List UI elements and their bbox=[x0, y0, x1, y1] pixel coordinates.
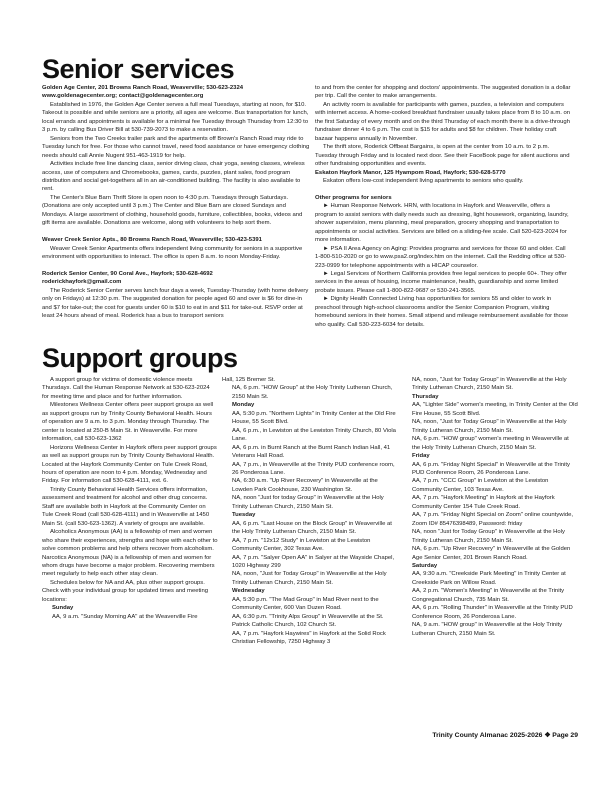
page-footer: Trinity County Almanac 2025-2026 ❖ Page 29 bbox=[432, 732, 578, 739]
paragraph: The thrift store, Roderick Offbeat Bargains, is open at the center from 10 a.m. to 2 p.m. Tuesday through Friday and is located next door. See their FaceBook page for silent auctions and other fundraising opportunities and events. bbox=[315, 144, 570, 168]
meeting-entry: NA, 6 p.m. "HOW Group" at the Holy Trinity Lutheran Church, 2150 Main St. bbox=[232, 385, 393, 400]
listing-heading: Golden Age Center, 201 Browns Ranch Road, Weaverville; 530-623-2324 bbox=[42, 85, 244, 91]
paragraph: AA, 9 a.m. "Sunday Morning AA" at the Weaverville Fire bbox=[52, 613, 198, 620]
meeting-entry: AA, 6 p.m. "Friday Night Special" in Weaverville at the Trinity PUD Conference Room, 26 Ponderosa Lane. bbox=[412, 461, 570, 476]
meeting-entry: NA, 6 p.m. "HOW group" women's meeting in Weaverville at the Holy Trinity Lutheran Church, 2150 Main St. bbox=[412, 436, 569, 451]
meeting-entry: Hall, 125 Bremer St. bbox=[222, 377, 276, 383]
meeting-entry: AA, 7 p.m. "Hayfork Haywires" in Hayfork at the Solid Rock Christian Fellowship, 7250 Highway 3 bbox=[232, 630, 386, 646]
meeting-entry: AA, 7 p.m., in Weaverville at the Trinity PUD conference room, 26 Ponderosa Lane. bbox=[232, 461, 395, 476]
meeting-entry: NA, noon, "Just for Today Group" in Weaverville at the Holy Trinity Lutheran Church, 2150 Main St. bbox=[232, 571, 387, 586]
meeting-entry: NA, noon, "Just for Today Group" in Weaverville at the Holy Trinity Lutheran Church, 2150 Main St. bbox=[412, 419, 567, 434]
senior-services-column-2 bbox=[315, 84, 571, 329]
meeting-entry: NA, noon "Just for today Group" in Weaverville at the Holy Trinity Lutheran Church, 2150 Main St. bbox=[232, 495, 384, 510]
paragraph: Schedules below for NA and AA, plus other support groups. Check with your individual group for updated times and meeting locations: bbox=[42, 579, 209, 603]
paragraph: Seniors from the Two Creeks trailer park and the apartments off Brown's Ranch Road may ride to Tuesday lunch for free. For those who cannot travel, need food assistance or have emergency clothing needs should call Annie Nugent 951-463-1919 for help. bbox=[42, 135, 310, 159]
paragraph: ► Legal Services of Northern California provides free legal services to people 60+. They offer services in the areas of housing, income maintenance, health, guardianship and some limited probate issues. Please call 1-800-822-9687 or 530-241-3565. bbox=[315, 270, 567, 294]
day-heading: Saturday bbox=[412, 562, 438, 569]
meeting-entry: AA, 6 p.m. "Last House on the Block Group" in Weaverville at the Holy Trinity Lutheran Church, 2150 Main St. bbox=[232, 520, 392, 536]
meeting-entry: NA, 6 p.m. "Up River Recovery" in Weaverville at the Golden Age Senior Center, 201 Brown Ranch Road. bbox=[412, 546, 571, 561]
meeting-entry: AA, 6 p.m., in Lewiston at the Lewiston Trinity Church, 80 Viola Lane. bbox=[232, 427, 396, 443]
meeting-entry: AA, 7 p.m. "12x12 Study" in Lewiston at the Lewiston Community Center, 302 Texas Ave. bbox=[232, 537, 371, 553]
paragraph: Horizons Wellness Center in Hayfork offers peer support groups as well as support groups run by Trinity County Behavioral Health. Located at the Hayfork Community Center on Tule Creek Road, hours of operation are noon to 4 p.m. Monday, Wednesday and Friday. For information call 530-628-4111, ext. 6. bbox=[42, 444, 217, 485]
meeting-entry: AA, "Lighter Side" women's meeting, in Trinity Center at the Old Fire House, 55 Scott Blvd. bbox=[412, 402, 578, 417]
paragraph: A support group for victims of domestic violence meets Thursdays. Call the Human Response Network at 530-623-2024 for meeting time and place and for further information. bbox=[42, 377, 210, 400]
paragraph: An activity room is available for participants with games, puzzles, a television and computers with internet access. A home-cooked breakfast fundraiser usually takes place from 8 to 10 a.m. on the first Saturday of every month and on the third Thursday of each month there is a drive-through fundraiser dinner 4 to 6 p.m. The cost is $15 for adults and $8 for children. Their holiday craft bazaar happens annually in November. bbox=[315, 101, 571, 142]
paragraph: to and from the center for shopping and doctors' appointments. The suggested donation is a dollar per trip. Call the center to make arrangements. bbox=[315, 85, 571, 100]
paragraph: The Center's Blue Barn Thrift Store is open noon to 4:30 p.m. Tuesdays through Saturdays. (Donations are only accepted until 3 p.m.) The Center and Blue Barn are closed Sundays and Mondays. A large assortment of clothing, household goods, furniture, collectibles, books, videos and gift items are available. Donations are welcome, along with volunteers to help sort them. bbox=[42, 194, 303, 227]
day-heading: Tuesday bbox=[232, 512, 256, 519]
paragraph: Trinity County Behavioral Health Services offers information, assessment and treatment for alcohol and other drug concerns. Staff are available both in Hayfork at the Community Center on Tule Creek Road (call 530-628-4111) and in Weaverville at 1450 Main St. (call 530-623-1362). A variety of groups are available. bbox=[42, 486, 210, 527]
day-heading: Friday bbox=[412, 453, 430, 460]
meeting-entry: AA, 5:30 p.m. "Northern Lights" in Trinity Center at the Old Fire House, 55 Scott Blvd. bbox=[232, 410, 396, 426]
paragraph: ► Dignity Health Connected Living has opportunities for seniors 55 and older to work in preschool through high-school classrooms and/or the Senior Companion Program, visiting homebound seniors in their homes. Small stipend and mileage reimbursement available for those who qualify. Call 530-223-6034 for details. bbox=[315, 296, 569, 328]
paragraph: ► Human Response Network. HRN, with locations in Hayfork and Weaverville, offers a program to assist seniors with daily needs such as dressing, light housework, organizing, laundry, shower supervision, menu planning, meal preparation, grocery shopping and transportation to appointments or social activities. Services are billed on a sliding-fee scale. Call 520-623-2024 for more information. bbox=[315, 203, 569, 244]
paragraph: Activities include free line dancing class, senior driving class, chair yoga, sewing classes, wireless access, use of computers and Chromebooks, games, cards, puzzles, plant sales, food program distribution and social get-togethers all in an air-conditioned building. The facility is also available to rent. bbox=[42, 161, 305, 193]
paragraph: The Roderick Senior Center serves lunch four days a week, Tuesday-Thursday (with home delivery only on Fridays) at 12:30 p.m. The suggested donation for people aged 60 and over is $6 for dine-in and $7 for take-out; the cost for guests under 60 is $10 to eat in and $11 for take-out. RSVP order at least 24 hours ahead of meal. Roderick has a bus to transport seniors bbox=[42, 287, 309, 320]
support-groups-column-1 bbox=[42, 376, 218, 621]
paragraph: Established in 1976, the Golden Age Center serves a full meal Tuesdays, starting at noon, for $10. Takeout is possible and while seniors are a priority, all ages are welcome. Bus transportation for lunch, local errands and appointments is available for a minimal fee Tuesday through Thursday from 12:30 to 3 p.m. by calling Bus Driver Bill at 530-739-2073 to make a reservation. bbox=[42, 101, 309, 134]
meeting-entry: AA, 9:30 a.m. "Creekside Park Meeting" in Trinity Center at Creekside Park on Willow Road. bbox=[412, 571, 566, 586]
senior-services-column-1 bbox=[42, 84, 310, 321]
senior-services-heading: Senior services bbox=[42, 54, 235, 84]
meeting-entry: NA, noon "Just for Today Group" in Weaverville at the Holy Trinity Lutheran Church, 2150 Main St. bbox=[412, 529, 565, 544]
paragraph: Milestones Wellness Center offers peer support groups as well as support groups run by Trinity County Behavioral Health. Hours of operation are 9 a.m. to 3 p.m. Monday through Thursday. The center is located at 250-B Main St. in Weaverville. For more information, call 530-623-1362 bbox=[42, 402, 214, 443]
paragraph: Alcoholics Anonymous (AA) is a fellowship of men and women who share their experiences, strengths and hope with each other to solve common problems and help others recover from alcoholism. Narcotics Anonymous (NA) is a fellowship of men and women for whom drugs have become a major problem. Recovering members meet regularly to help each other stay clean. bbox=[42, 529, 218, 578]
day-heading: Sunday bbox=[52, 605, 74, 612]
paragraph: Weaver Creek Senior Apartments offers independent living community for seniors in a supportive environment with opportunities to interact. The office is open 8 a.m. to noon Monday-Friday. bbox=[42, 245, 303, 261]
day-heading: Monday bbox=[232, 402, 255, 409]
meeting-entry: AA, 6 p.m. in Burnt Ranch at the Burnt Ranch Indian Hall, 41 Veterans Hall Road. bbox=[232, 444, 391, 460]
day-heading: Thursday bbox=[412, 393, 439, 400]
meeting-entry: AA, 6 p.m. "Rolling Thunder" in Weaverville at the Trinity PUD Conference Room, 26 Ponderosa Lane. bbox=[412, 605, 573, 620]
meeting-entry: NA, 6:30 a.m. "Up River Recovery" in Weaverville at the Lowden Park Cookhouse, 230 Washington St. bbox=[232, 478, 378, 493]
listing-heading: Other programs for seniors bbox=[315, 194, 392, 201]
meeting-entry: AA, 6:30 p.m. "Trinity Alps Group" in Weaverville at the St. Patrick Catholic Church, 102 Church St. bbox=[232, 613, 384, 629]
listing-heading: Weaver Creek Senior Apts., 80 Browns Ranch Road, Weaverville; 530-423-5391 bbox=[42, 237, 262, 244]
listing-heading: www.goldenagecenter.org; contact@goldenagecenter.org bbox=[42, 93, 204, 100]
listing-heading: Eskaton Hayfork Manor, 125 Hyampom Road, Hayfork; 530-628-5770 bbox=[315, 169, 506, 176]
meeting-entry: NA, 9 a.m. "HOW group" in Weaverville at the Holy Trinity Lutheran Church, 2150 Main St. bbox=[412, 622, 563, 637]
meeting-entry: AA, 5:30 p.m. "The Mad Group" in Mad River next to the Community Center, 600 Van Duzen Road. bbox=[232, 596, 379, 612]
meeting-entry: AA, 2 p.m. "Women's Meeting" in Weaverville at the Trinity Congregational Church, 735 Main St. bbox=[412, 588, 565, 603]
paragraph: Eskaton offers low-cost independent living apartments to seniors who qualify. bbox=[323, 177, 524, 184]
meeting-entry: AA, 7 p.m. "CCC Group" in Lewiston at the Lewiston Community Center, 103 Texas Ave. bbox=[412, 478, 549, 493]
meeting-entry: NA, noon, "Just for Today Group" in Weaverville at the Holy Trinity Lutheran Church, 2150 Main St. bbox=[412, 377, 567, 392]
meeting-entry: AA, 7 p.m. "Salyer Open AA" in Salyer at the Wayside Chapel, 1020 Highway 299 bbox=[232, 554, 395, 569]
listing-heading: Roderick Senior Center, 90 Coral Ave., Hayfork; 530-628-4692 bbox=[42, 270, 213, 277]
meeting-entry: AA, 7 p.m. "Friday Night Special on Zoom" online countywide, Zoom ID# 85476398489, Password: friday bbox=[412, 512, 574, 527]
listing-heading: roderickhayfork@gmail.com bbox=[42, 279, 122, 286]
support-groups-heading: Support groups bbox=[42, 343, 238, 373]
support-groups-column-3 bbox=[402, 376, 578, 638]
paragraph: ► PSA II Area Agency on Aging: Provides programs and services for those 60 and older. Call 1-800-510-2020 or go to www.psa2.org/index.htm on the internet. Call the Redding office at 530-223-0999 for telephone appointments with a HICAP counselor. bbox=[315, 245, 567, 269]
day-heading: Wednesday bbox=[232, 588, 265, 595]
meeting-entry: AA, 7 p.m. "Hayfork Meeting" in Hayfork at the Hayfork Community Center 154 Tule Creek Road. bbox=[412, 495, 555, 510]
support-groups-column-2 bbox=[222, 376, 398, 647]
